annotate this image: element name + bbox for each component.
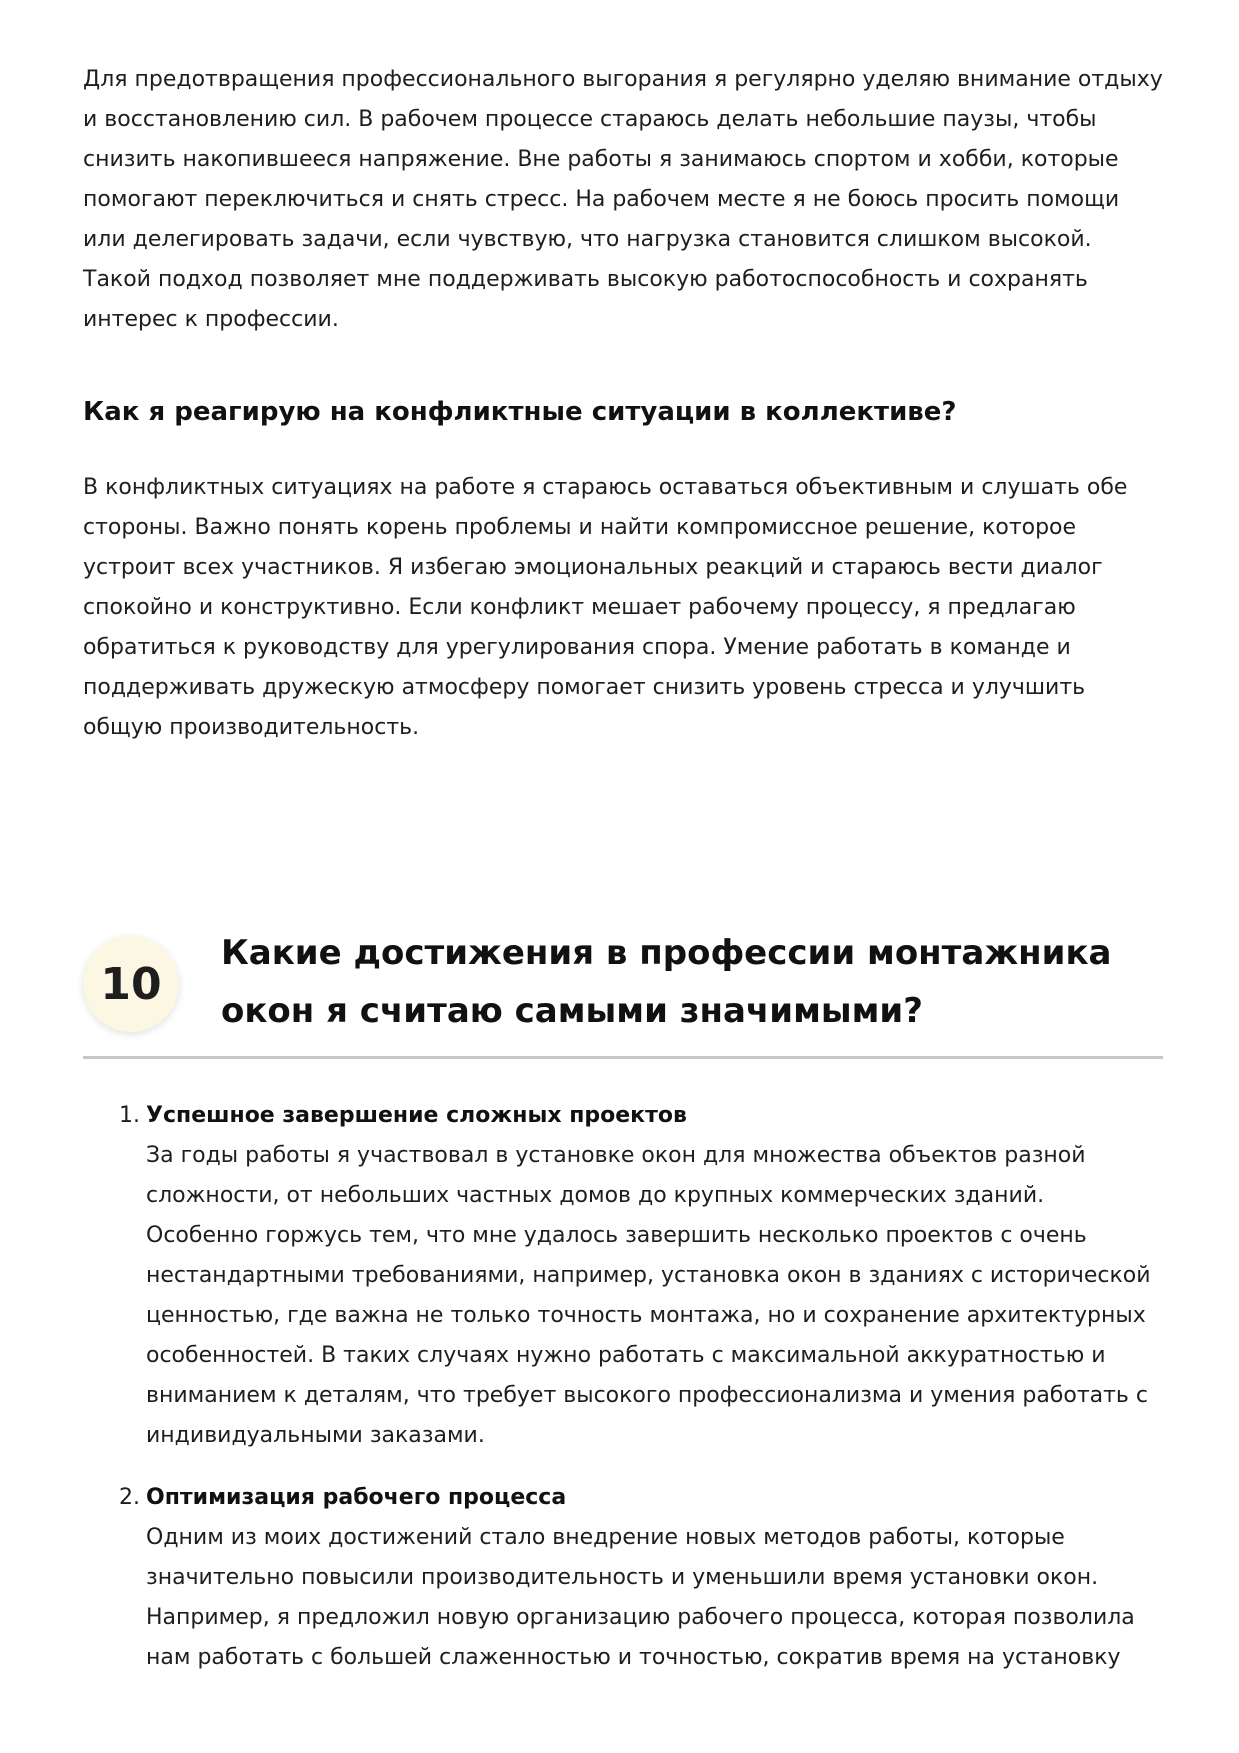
list-item-title: Успешное завершение сложных проектов — [146, 1103, 687, 1128]
section-title: Какие достижения в профессии монтажника окон я считаю самыми значимыми? — [221, 933, 1112, 1031]
list-item-title: Оптимизация рабочего процесса — [146, 1485, 567, 1510]
conflict-paragraph: В конфликтных ситуациях на работе я стараюсь оставаться объективным и слушать обе стороны. Важно понять корень проблемы и найти компромиссное решение, которое устроит всех участников. Я избегаю эмоциональных реакций и стараюсь вести диалог спокойно и конструктивно. Если конфликт мешает рабочему процессу, я предлагаю обратиться к руководству для урегулирования спора. Умение работать в команде и поддерживать дружескую атмосферу помогает снизить уровень стресса и улучшить общую производительность. — [83, 475, 1128, 740]
list-item — [83, 1096, 1163, 1456]
list-item-number: 2. — [119, 1485, 140, 1510]
conflict-heading: Как я реагирую на конфликтные ситуации в коллективе? — [83, 397, 957, 427]
section-header — [83, 924, 1163, 1059]
list-item-text: За годы работы я участвовал в установке окон для множества объектов разной сложности, от небольших частных домов до крупных коммерческих зданий. Особенно горжусь тем, что мне удалось завершить несколько проектов с очень нестандартными требованиями, например, установка окон в зданиях с исторической ценностью, где важна не только точность монтажа, но и сохранение архитектурных особенностей. В таких случаях нужно работать с максимальной аккуратностью и вниманием к деталям, что требует высокого профессионализма и умения работать с индивидуальными заказами. — [146, 1143, 1151, 1448]
achievements-list — [83, 1096, 1163, 1700]
section-number-badge: 10 — [83, 936, 179, 1032]
list-item — [83, 1478, 1163, 1678]
list-item-number: 1. — [119, 1103, 140, 1128]
list-item-text: Одним из моих достижений стало внедрение новых методов работы, которые значительно повысили производительность и уменьшили время установки окон. Например, я предложил новую организацию рабочего процесса, которая позволила нам работать с большей слаженностью и точностью, сократив время на установку — [146, 1525, 1135, 1670]
burnout-paragraph: Для предотвращения профессионального выгорания я регулярно уделяю внимание отдыху и восстановлению сил. В рабочем процессе стараюсь делать небольшие паузы, чтобы снизить накопившееся напряжение. Вне работы я занимаюсь спортом и хобби, которые помогают переключиться и снять стресс. На рабочем месте я не боюсь просить помощи или делегировать задачи, если чувствую, что нагрузка становится слишком высокой. Такой подход позволяет мне поддерживать высокую работоспособность и сохранять интерес к профессии. — [83, 67, 1163, 332]
